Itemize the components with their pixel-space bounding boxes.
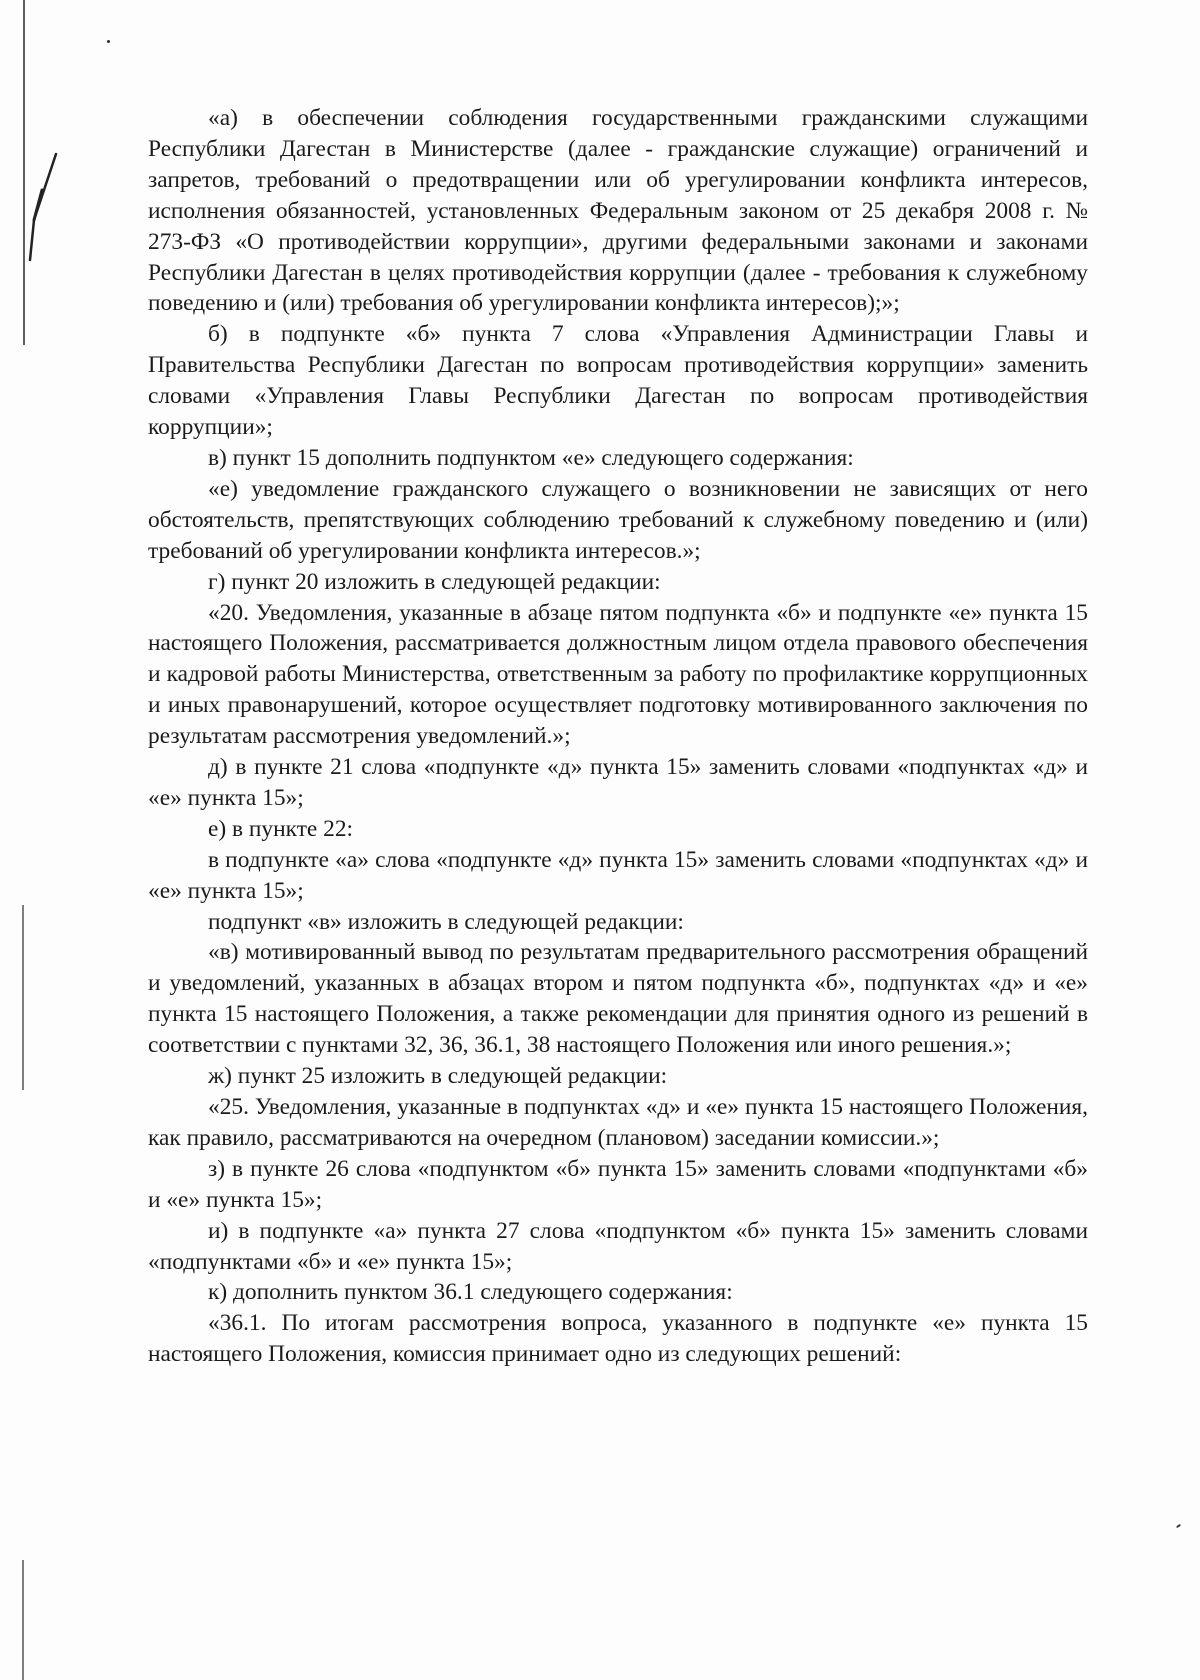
paragraph-subitem-v: в) пункт 15 дополнить подпунктом «е» следующего содержания: (208, 444, 854, 471)
paragraph-subitem-i: и) в подпункте «а» пункта 27 слова «подпунктом «б» пункта 15» заменить словами «подпунктами «б» и «е» пункта 15»; (148, 1217, 1088, 1275)
paragraph-subitem-d: д) в пункте 21 слова «подпункте «д» пункта 15» заменить словами «подпунктах «д» и «е» пункта 15»; (148, 754, 1088, 811)
paragraph-subitem-a: «а) в обеспечении соблюдения государственными гражданскими служащими Республики Дагестан в Министерстве (далее - гражданские служащие) ограничений и запретов, требований о предотвращении или об урегулировании конфликта интересов, исполнения обязанностей, установленных Федеральным законом от 25 декабря 2008 г. № 273-ФЗ «О противодействии коррупции», другими федеральными законами и законами Республики Дагестан в целях противодействия коррупции (далее - требования к служебному поведению и (или) требования об урегулировании конфликта интересов);»; (148, 105, 1088, 317)
paragraph-quote-36-1: «36.1. По итогам рассмотрения вопроса, указанного в подпункте «е» пункта 15 настоящего Положения, комиссия принимает одно из следующих решений: (148, 1310, 1088, 1368)
paragraph-quote-25: «25. Уведомления, указанные в подпунктах «д» и «е» пункта 15 настоящего Положения, как правило, рассматриваются на очередном (плановом) заседании комиссии.»; (148, 1094, 1088, 1151)
document-body (148, 103, 1088, 1370)
paragraph-22-a: в подпункте «а» слова «подпункте «д» пункта 15» заменить словами «подпунктах «д» и «е» пункта 15»; (148, 846, 1088, 904)
scan-margin-line (22, 1560, 24, 1680)
paragraph-subitem-e: е) в пункте 22: (208, 815, 354, 842)
paragraph-quote-20: «20. Уведомления, указанные в абзаце пятом подпункта «б» и подпункте «е» пункта 15 настоящего Положения, рассматривается должностным лицом отдела правового обеспечения и кадровой работы Министерства, ответственным за работу по профилактике коррупционных и иных правонарушений, которое осуществляет подготовку мотивированного заключения по результатам рассмотрения уведомлений.»; (148, 599, 1088, 750)
paragraph-subitem-g: г) пункт 20 изложить в следующей редакции: (208, 568, 661, 595)
scan-speck (107, 40, 110, 43)
paragraph-subitem-z: з) в пункте 26 слова «подпунктом «б» пункта 15» заменить словами «подпунктами «б» и «е» пункта 15»; (148, 1155, 1088, 1213)
paragraph-quote-e: «е) уведомление гражданского служащего о возникновении не зависящих от него обстоятельств, препятствующих соблюдению требований к служебному поведению и (или) требований об урегулировании конфликта интересов.»; (148, 475, 1088, 564)
scan-margin-line (23, 0, 25, 345)
paragraph-subitem-k: к) дополнить пунктом 36.1 следующего содержания: (208, 1279, 733, 1306)
scan-margin-line (22, 905, 24, 1090)
margin-tick-mark (28, 150, 58, 270)
paragraph-22-v: подпункт «в» изложить в следующей редакции: (208, 908, 684, 935)
paragraph-subitem-b: б) в подпункте «б» пункта 7 слова «Управления Администрации Главы и Правительства Республики Дагестан по вопросам противодействия коррупции» заменить словами «Управления Главы Республики Дагестан по вопросам противодействия коррупции»; (148, 321, 1088, 441)
scan-speck (1176, 1524, 1181, 1529)
paragraph-quote-v: «в) мотивированный вывод по результатам предварительного рассмотрения обращений и уведомлений, указанных в абзацах втором и пятом подпункта «б», подпунктах «д» и «е» пункта 15 настоящего Положения, а также рекомендации для принятия одного из решений в соответствии с пунктами 32, 36, 36.1, 38 настоящего Положения или иного решения.»; (148, 939, 1088, 1059)
paragraph-subitem-zh: ж) пункт 25 изложить в следующей редакции: (208, 1063, 668, 1090)
